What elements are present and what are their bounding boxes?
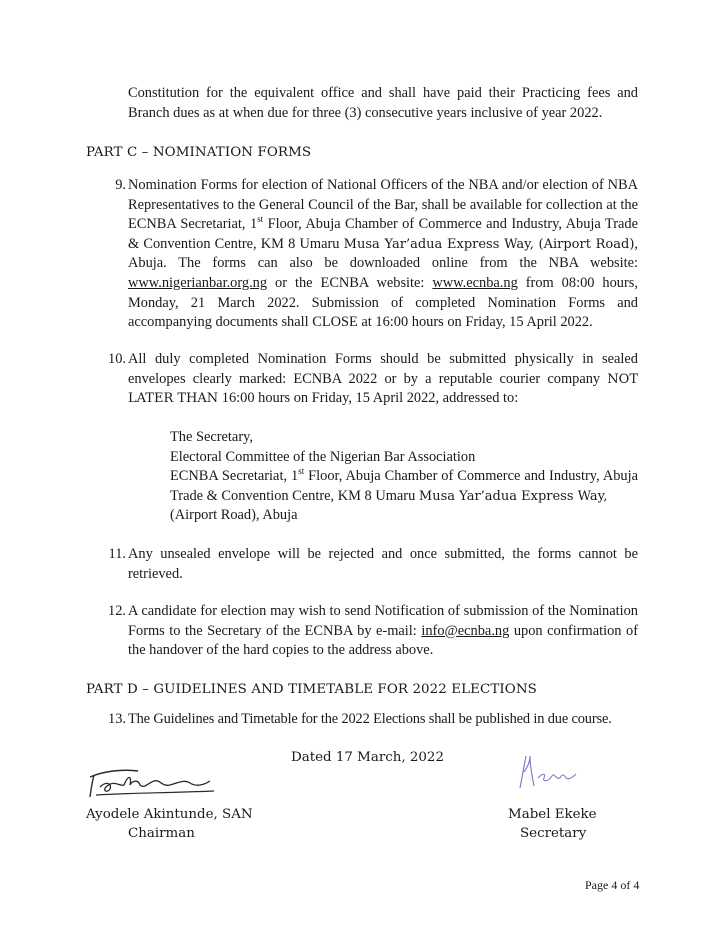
secretary-name: Mabel Ekeke — [508, 807, 597, 822]
item-10-number: 10. — [108, 351, 126, 367]
item-9-text — [128, 176, 638, 333]
secretary-signatory — [508, 805, 597, 843]
item-9-text-part: or the ECNBA website: — [267, 274, 433, 291]
item-12-text-part: upon confirmation of the handover of the hard copies to the address above. — [128, 622, 638, 659]
address-line-2: Electoral Committee of the Nigerian Bar Association — [170, 448, 476, 465]
chairman-signature — [86, 765, 218, 803]
address-text-part: ECNBA Secretariat, 1 — [170, 468, 299, 485]
item-10-text-part: 16:00 hours on Friday, 15 April 2022, addressed to: — [218, 390, 519, 407]
intro-line-2: Branch dues as at when due for three (3) consecutive years inclusive of year 2022. — [128, 104, 603, 121]
superscript: st — [298, 466, 305, 477]
part-c-heading: PART C – NOMINATION FORMS — [86, 145, 312, 160]
item-9-text-part: from 08:00 hours, Monday, 21 March 2022. Submission of completed Nomination Forms and accompanying documents shall CLOSE at 16:00 hours on Friday, 15 April 2022. — [128, 274, 638, 331]
email-link[interactable]: info@ecnba.ng — [421, 622, 510, 639]
secretary-signature — [514, 752, 580, 792]
date-line: Dated 17 March, 2022 — [291, 750, 444, 765]
item-12-number: 12. — [108, 603, 126, 619]
nba-website-link[interactable]: www.nigerianbar.org.ng — [128, 274, 268, 291]
item-11-text: Any unsealed envelope will be rejected and once submitted, the forms cannot be retrieved. — [128, 546, 638, 582]
item-12-text — [128, 602, 638, 661]
address-line-1: The Secretary, — [170, 429, 253, 445]
ecnba-website-link[interactable]: www.ecnba.ng — [432, 274, 518, 291]
address-text-part: Musa Yar’adua Express Way, — [418, 488, 608, 504]
chairman-name: Ayodele Akintunde, SAN — [86, 807, 253, 822]
item-9-text-part: Nomination Forms for election of National Officers of the NBA and/or election of NBA Representatives to the General Council of the Bar, shall be available for collection at the ECNBA Secretariat, 1 — [128, 177, 638, 233]
item-13-number: 13. — [108, 711, 126, 727]
address-block — [170, 428, 638, 526]
page-number: Page 4 of 4 — [585, 878, 640, 892]
intro-line-1: Constitution for the equivalent office and shall have paid their Practicing fees and — [128, 85, 638, 101]
item-10-text-part: All duly completed Nomination Forms should be submitted physically in sealed envelopes clearly marked: ECNBA 2022 or by a reputable courier company — [128, 351, 638, 387]
address-line-4: (Airport Road), Abuja — [170, 507, 298, 524]
address-text-part: Floor, Abuja Chamber of Commerce and Industry, Abuja Trade & Convention Centre, KM 8 Umaru — [170, 468, 638, 504]
intro-paragraph — [128, 84, 638, 123]
item-12-text-part: A candidate for election may wish to send Notification of submission of the Nomination Forms to the Secretary of the ECNBA by e-mail: — [128, 603, 638, 639]
superscript: st — [257, 214, 264, 225]
item-9-text-part: Floor, Abuja Chamber of Commerce and Industry, Abuja Trade & Convention Centre, KM 8 Umaru — [128, 216, 638, 252]
item-9-text-part: , Abuja. The forms can also be downloaded online from the NBA website: — [128, 235, 639, 272]
secretary-title: Secretary — [520, 826, 587, 841]
chairman-signatory — [86, 805, 253, 843]
address-line-3 — [170, 467, 638, 506]
chairman-title: Chairman — [128, 826, 195, 841]
item-11-number: 11. — [108, 546, 126, 562]
item-9-number: 9. — [115, 177, 126, 193]
item-13-text: The Guidelines and Timetable for the 2022 Elections shall be published in due course. — [128, 711, 612, 727]
part-d-heading: PART D – GUIDELINES AND TIMETABLE FOR 2022 ELECTIONS — [86, 682, 537, 697]
item-10-text — [128, 350, 638, 409]
item-10-emphasis: NOT LATER THAN — [128, 371, 638, 407]
item-9-text-part: Musa Yar’adua Express Way, (Airport Road) — [343, 236, 635, 252]
